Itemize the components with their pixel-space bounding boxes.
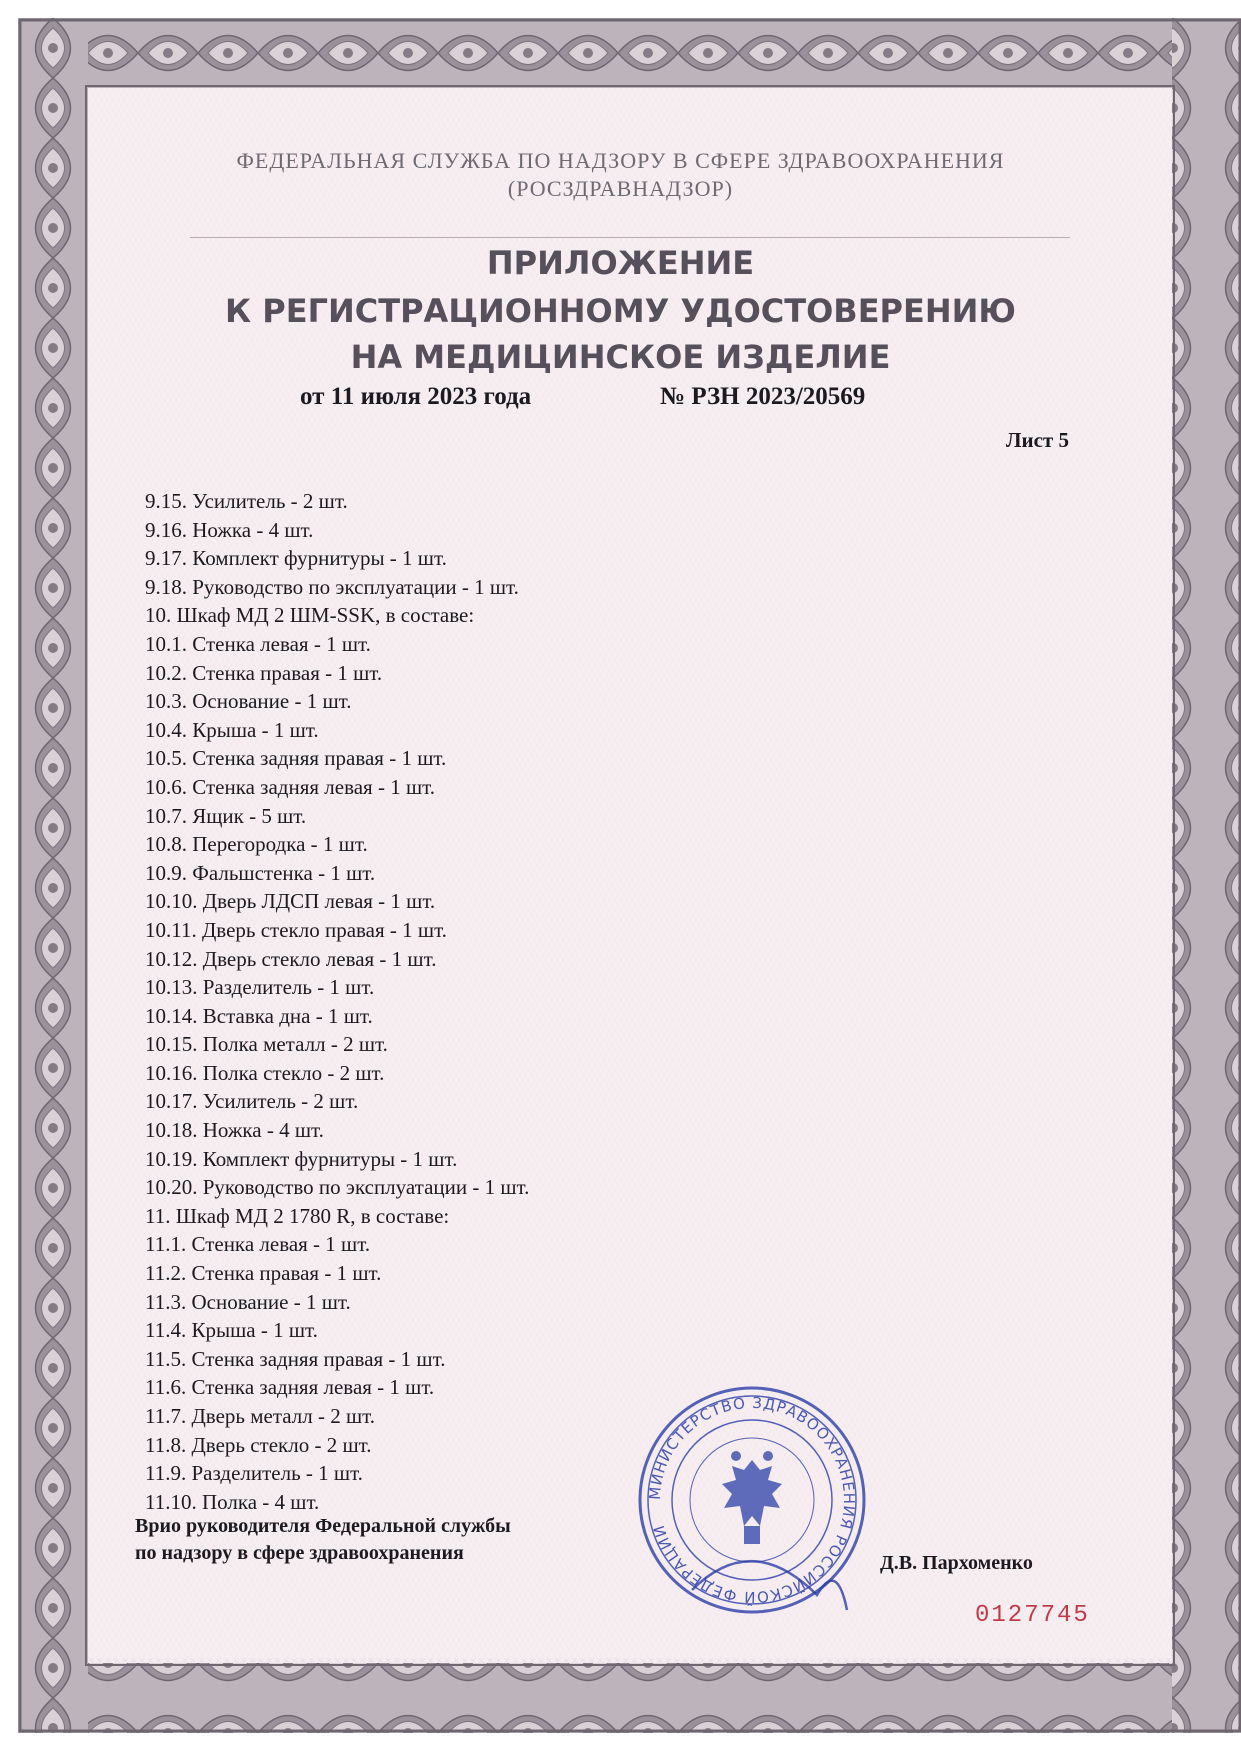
list-item: 11.10. Полка - 4 шт. (145, 1489, 320, 1514)
list-item: 11.5. Стенка задняя правая - 1 шт. (145, 1346, 446, 1371)
list-item: 9.15. Усилитель - 2 шт. (145, 489, 348, 513)
list-item: 10.10. Дверь ЛДСП левая - 1 шт. (145, 889, 436, 914)
serial-number: 0127745 (975, 1602, 1090, 1629)
signatory-title-2: по надзору в сфере здравоохранения (135, 1542, 464, 1564)
list-item: 11.3. Основание - 1 шт. (145, 1289, 351, 1314)
document-subtitle-2: НА МЕДИЦИНСКОЕ ИЗДЕЛИЕ (350, 338, 891, 376)
svg-text:МИНИСТЕРСТВО ЗДРАВООХРАНЕНИЯ Р: МИНИСТЕРСТВО ЗДРАВООХРАНЕНИЯ РОССИЙСКОЙ ФЕДЕРАЦИИ (645, 1393, 859, 1607)
document-title: ПРИЛОЖЕНИЕ (486, 244, 755, 282)
list-item: 10.14. Вставка дна - 1 шт. (145, 1003, 373, 1028)
list-item: 11.9. Разделитель - 1 шт. (145, 1461, 363, 1486)
list-item: 10.6. Стенка задняя левая - 1 шт. (145, 774, 435, 799)
list-item: 10.4. Крыша - 1 шт. (145, 717, 319, 742)
list-item: 9.18. Руководство по эксплуатации - 1 шт. (145, 574, 519, 599)
list-item: 10.18. Ножка - 4 шт. (145, 1118, 324, 1143)
list-item: 11.6. Стенка задняя левая - 1 шт. (145, 1375, 435, 1400)
list-item: 10.3. Основание - 1 шт. (145, 689, 352, 714)
list-item: 10.1. Стенка левая - 1 шт. (145, 631, 371, 656)
list-item: 10.5. Стенка задняя правая - 1 шт. (145, 746, 447, 771)
signatory-title: Врио руководителя Федеральной службы (135, 1515, 511, 1537)
list-item: 11.4. Крыша - 1 шт. (145, 1318, 318, 1343)
list-item: 10.9. Фальшстенка - 1 шт. (145, 860, 376, 885)
agency-name: ФЕДЕРАЛЬНАЯ СЛУЖБА ПО НАДЗОРУ В СФЕРЕ ЗДРАВООХРАНЕНИЯ (236, 148, 1005, 173)
list-item: 10.15. Полка металл - 2 шт. (145, 1032, 388, 1057)
list-item: 11.2. Стенка правая - 1 шт. (145, 1261, 382, 1286)
list-item: 10.2. Стенка правая - 1 шт. (145, 660, 383, 685)
list-item: 10.16. Полка стекло - 2 шт. (145, 1060, 385, 1085)
list-item: 10.8. Перегородка - 1 шт. (145, 832, 368, 857)
official-seal-icon (632, 1380, 872, 1620)
list-item: 10.13. Разделитель - 1 шт. (145, 975, 375, 1000)
list-item: 10.20. Руководство по эксплуатации - 1 шт. (145, 1175, 530, 1200)
agency-abbreviation: (РОСЗДРАВНАДЗОР) (507, 176, 734, 201)
signatory-name: Д.В. Пархоменко (880, 1552, 1033, 1574)
sheet-number: Лист 5 (1005, 428, 1069, 452)
list-item: 10.11. Дверь стекло правая - 1 шт. (145, 917, 447, 942)
components-list (145, 487, 529, 1516)
list-item: 10.7. Ящик - 5 шт. (145, 803, 307, 828)
list-item: 10.17. Усилитель - 2 шт. (145, 1089, 359, 1114)
list-item: 10.19. Комплект фурнитуры - 1 шт. (145, 1146, 458, 1171)
list-item: 11.8. Дверь стекло - 2 шт. (145, 1432, 372, 1457)
document-subtitle: К РЕГИСТРАЦИОННОМУ УДОСТОВЕРЕНИЮ (225, 292, 1016, 330)
registration-number: № РЗН 2023/20569 (660, 383, 866, 410)
list-item: 11.1. Стенка левая - 1 шт. (145, 1232, 371, 1257)
list-item: 9.17. Комплект фурнитуры - 1 шт. (145, 546, 447, 571)
list-item: 10.12. Дверь стекло левая - 1 шт. (145, 946, 437, 971)
list-item: 9.16. Ножка - 4 шт. (145, 517, 314, 542)
issue-date: от 11 июля 2023 года (300, 383, 532, 410)
list-item: 11.7. Дверь металл - 2 шт. (145, 1404, 376, 1428)
list-item: 10. Шкаф МД 2 ШМ-SSK, в составе: (145, 603, 475, 628)
list-item: 11. Шкаф МД 2 1780 R, в составе: (145, 1203, 450, 1228)
header-divider (190, 237, 1070, 238)
